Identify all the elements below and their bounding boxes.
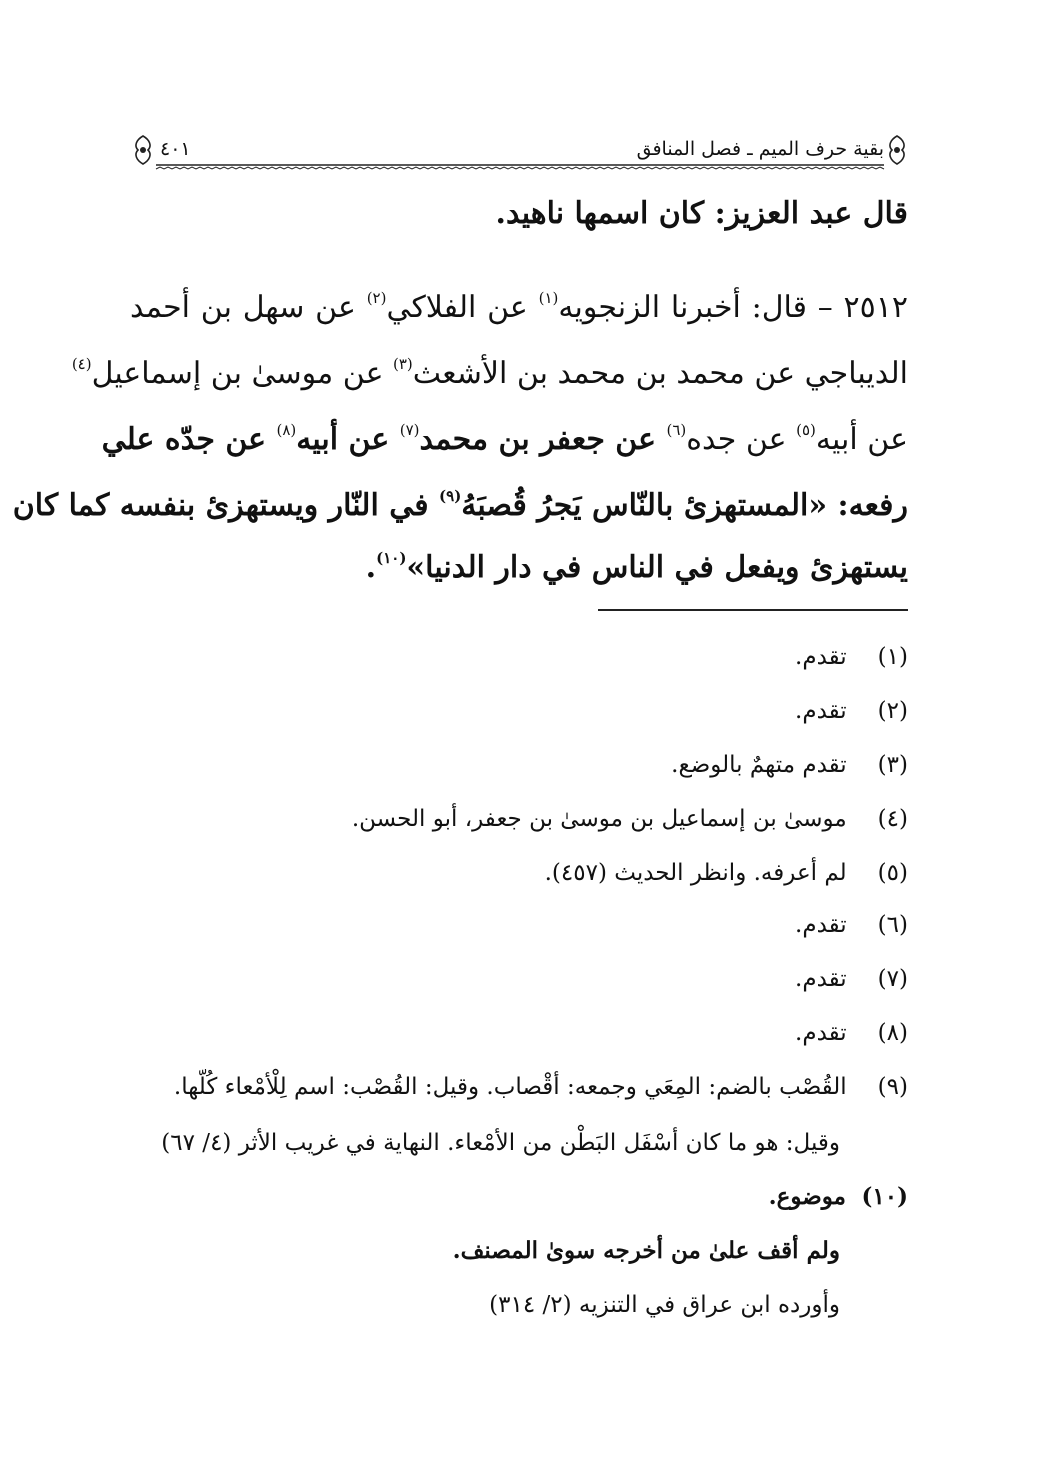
- footnote: [795, 964, 908, 994]
- footnote: [795, 910, 908, 940]
- footnote-ref: (٤): [71, 355, 92, 373]
- footnote-number: (٢): [877, 698, 908, 724]
- footnote: [795, 642, 908, 672]
- footnote-continuation: ولم أقف علىٰ من أخرجه سوىٰ المصنف.: [452, 1237, 840, 1264]
- text-span: عن جده: [686, 422, 797, 457]
- text-span: الديباجي عن محمد بن محمد بن الأشعث: [412, 356, 908, 391]
- footnote-continuation: وقيل: هو ما كان أسْفَل البَطْن من الأمْعاء. النهاية في غريب الأثر (٤/ ٦٧): [161, 1130, 840, 1156]
- header-rule: [130, 164, 910, 172]
- footnote-ref: (٥): [796, 421, 816, 439]
- text-span: رفعه: «المستهزئ بالنّاس يَجرُ قُصبَهُ: [461, 488, 908, 523]
- ornament-icon: [884, 134, 910, 166]
- footnote-number: (٨): [877, 1020, 908, 1046]
- footnote-number: (٧): [877, 966, 908, 992]
- footnote-ref: (٣): [393, 355, 413, 373]
- footnote-number: (١): [877, 644, 908, 670]
- footnote-number: (٤): [877, 806, 908, 832]
- text-span: عن أبيه: [815, 422, 908, 457]
- footnote-ref: (١٠): [376, 549, 407, 567]
- footnote-number: (٦): [877, 912, 908, 938]
- footnote-ref: (٩): [439, 487, 462, 505]
- footnote-text: تقدم.: [795, 1020, 847, 1046]
- text-span: عن جعفر بن محمد: [419, 422, 667, 457]
- page-number: ٤٠١: [160, 138, 191, 160]
- footnote: [545, 858, 908, 888]
- footnote: [174, 1072, 908, 1102]
- footnote-ref: (٧): [399, 421, 420, 439]
- footnote: [769, 1182, 908, 1212]
- footnote-ref: (٨): [276, 421, 297, 439]
- footnote-text: تقدم متهمٌ بالوضع.: [671, 752, 847, 778]
- footnote-ref: (٦): [666, 421, 687, 439]
- footnote-text: القُصْب بالضم: المِعَي وجمعه: أقْصاب. وقيل: القُصْب: اسم لِلْأمْعاء كُلّها.: [173, 1074, 847, 1100]
- running-header: [130, 128, 910, 178]
- footnote: [352, 804, 908, 834]
- text-line: [71, 354, 908, 394]
- footnote-text: تقدم.: [795, 644, 847, 670]
- text-span: عن سهل بن أحمد: [130, 290, 367, 325]
- footnote-text: تقدم.: [795, 966, 847, 992]
- text-span: يستهزئ ويفعل في الناس في دار الدنيا»: [406, 550, 908, 585]
- text-line: [12, 486, 908, 526]
- text-line: قال عبد العزيز: كان اسمها ناهيد.: [495, 196, 908, 231]
- footnote-number: (٣): [877, 752, 908, 778]
- footnote-continuation: وأورده ابن عراق في التنزيه (٢/ ٣١٤): [489, 1292, 840, 1318]
- text-line: [101, 420, 908, 460]
- footnote: [795, 696, 908, 726]
- text-span: عن الفلاكي: [386, 290, 539, 325]
- footnote-text: موضوع.: [768, 1183, 846, 1210]
- footnote-separator: [598, 609, 908, 611]
- text-span: عن جدّه علي: [101, 422, 277, 457]
- text-line: [366, 548, 908, 588]
- footnote-number: (٥): [877, 860, 908, 886]
- text-span: ٢٥١٢ – قال: أخبرنا الزنجويه: [558, 290, 908, 325]
- text-span: عن موسىٰ بن إسماعيل: [91, 356, 393, 391]
- footnote-text: تقدم.: [795, 698, 847, 724]
- text-span: في النّار ويستهزئ بنفسه كما كان: [12, 488, 440, 523]
- footnote: [671, 750, 908, 780]
- footnote-ref: (١): [538, 289, 559, 307]
- footnote-text: لم أعرفه. وانظر الحديث (٤٥٧).: [544, 860, 847, 886]
- footnote-ref: (٢): [366, 289, 387, 307]
- text-line: [130, 288, 908, 328]
- ornament-icon: [130, 134, 156, 166]
- footnote-number: (٩): [877, 1074, 908, 1100]
- header-title: بقية حرف الميم ـ فصل المنافق: [636, 138, 884, 160]
- footnote-number: (١٠): [861, 1183, 908, 1210]
- footnote-text: موسىٰ بن إسماعيل بن موسىٰ بن جعفر، أبو الحسن.: [351, 806, 847, 832]
- footnote-text: تقدم.: [795, 912, 847, 938]
- text-span: .: [365, 550, 377, 585]
- text-span: عن أبيه: [296, 422, 400, 457]
- footnote: [795, 1018, 908, 1048]
